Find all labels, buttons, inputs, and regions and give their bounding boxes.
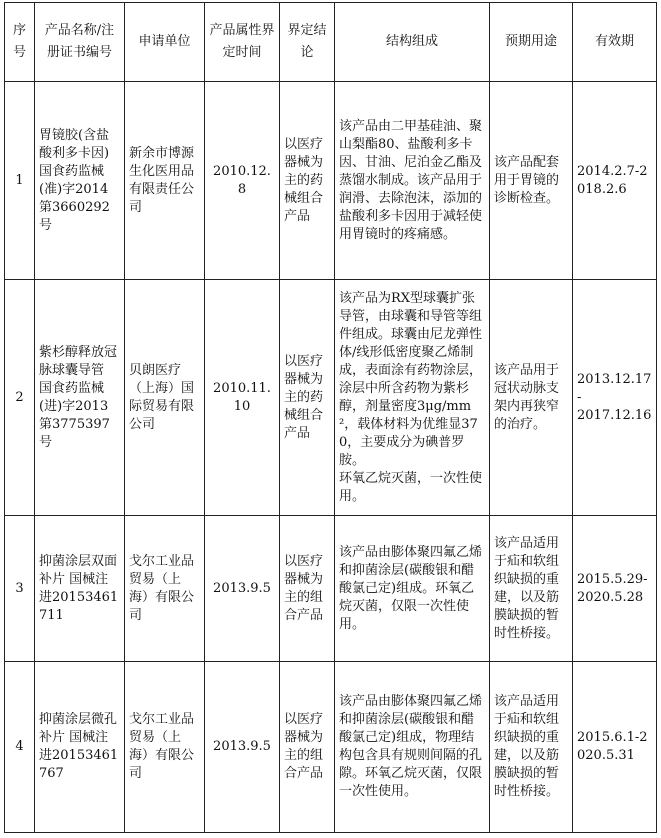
header-conclusion: 界定结论	[280, 3, 335, 82]
row-applicant: 戈尔工业品贸易（上海）有限公司	[125, 662, 205, 833]
row-definition-time: 2010.12.8	[205, 82, 280, 280]
row-seq: 1	[5, 82, 35, 280]
row-validity: 2015.6.1-2020.5.31	[573, 662, 657, 833]
header-use: 预期用途	[490, 3, 573, 82]
row-validity	[573, 280, 657, 516]
table-row	[5, 662, 657, 833]
row-conclusion: 以医疗器械为主的组合产品	[280, 516, 335, 662]
row-seq: 3	[5, 516, 35, 662]
row-definition-time: 2013.9.5	[205, 516, 280, 662]
header-structure: 结构组成	[335, 3, 490, 82]
header-attr-time: 产品属性界定时间	[205, 3, 280, 82]
row-applicant: 新余市博源生化医用品有限责任公司	[125, 82, 205, 280]
row-validity: 2014.2.7-2018.2.6	[573, 82, 657, 280]
row-applicant-line-2: 际贸易有限公司	[129, 398, 195, 432]
header-validity: 有效期	[573, 3, 657, 82]
header-row	[5, 3, 657, 82]
table-row	[5, 516, 657, 662]
row-intended-use: 该产品适用于疝和软组织缺损的重建，以及筋膜缺损的暂时性桥接。	[490, 662, 573, 833]
row-product-name: 抑菌涂层双面补片 国械注进20153461711	[35, 516, 125, 662]
header-seq: 序号	[5, 3, 35, 82]
row-conclusion: 以医疗器械为主的组合产品	[280, 662, 335, 833]
header-applicant: 申请单位	[125, 3, 205, 82]
row-structure	[335, 280, 490, 516]
header-name: 产品名称/注册证书编号	[35, 3, 125, 82]
row-validity-start: 2013.12.17-	[577, 371, 652, 405]
row-validity-end: 2017.12.16	[577, 407, 652, 423]
row-conclusion: 以医疗器械为主的药械组合产品	[280, 280, 335, 516]
row-product-name: 胃镜胶(含盐酸利多卡因) 国食药监械(准)字2014第3660292号	[35, 82, 125, 280]
row-product-name: 抑菌涂层微孔补片 国械注进20153461767	[35, 662, 125, 833]
table-row	[5, 82, 657, 280]
row-structure-part-1: 该产品为RX型球囊扩张导管，由球囊和导管等组件组成。球囊由尼龙弹性体/线形低密度聚乙烯制成，表面涂有药物涂层，涂层中所含药物为紫杉醇，剂量密度3μg/mm²，载体材料为优维显370，主要成分为碘普罗胺。	[339, 290, 483, 468]
row-seq: 2	[5, 280, 35, 516]
row-applicant	[125, 280, 205, 516]
table-row	[5, 280, 657, 516]
product-definition-table	[4, 2, 657, 833]
row-structure: 该产品由二甲基硅油、聚山梨酯80、盐酸利多卡因、甘油、尼泊金乙酯及蒸馏水制成。该产品用于润滑、去除泡沫，添加的盐酸利多卡因用于减轻使用胃镜时的疼痛感。	[335, 82, 490, 280]
row-conclusion: 以医疗器械为主的药械组合产品	[280, 82, 335, 280]
row-applicant-line-1: 贝朗医疗（上海）国	[129, 362, 195, 396]
row-validity: 2015.5.29-2020.5.28	[573, 516, 657, 662]
row-definition-time: 2010.11.10	[205, 280, 280, 516]
row-intended-use: 该产品适用于疝和软组织缺损的重建，以及筋膜缺损的暂时性桥接。	[490, 516, 573, 662]
row-structure: 该产品由膨体聚四氟乙烯和抑菌涂层(碳酸银和醋酸氯己定)组成。环氧乙烷灭菌，仅限一次性使用。	[335, 516, 490, 662]
row-intended-use: 该产品用于冠状动脉支架内再狭窄的治疗。	[490, 280, 573, 516]
row-product-name: 紫杉醇释放冠脉球囊导管 国食药监械(进)字2013 第3775397号	[35, 280, 125, 516]
row-seq: 4	[5, 662, 35, 833]
row-structure-part-2: 环氧乙烷灭菌，一次性使用。	[339, 470, 483, 504]
row-intended-use: 该产品配套用于胃镜的诊断检查。	[490, 82, 573, 280]
row-definition-time: 2013.9.5	[205, 662, 280, 833]
row-applicant: 戈尔工业品贸易（上海）有限公司	[125, 516, 205, 662]
row-structure: 该产品由膨体聚四氟乙烯和抑菌涂层(碳酸银和醋酸氯己定)组成，物理结构包含具有规则间隔的孔隙。环氧乙烷灭菌，仅限一次性使用。	[335, 662, 490, 833]
